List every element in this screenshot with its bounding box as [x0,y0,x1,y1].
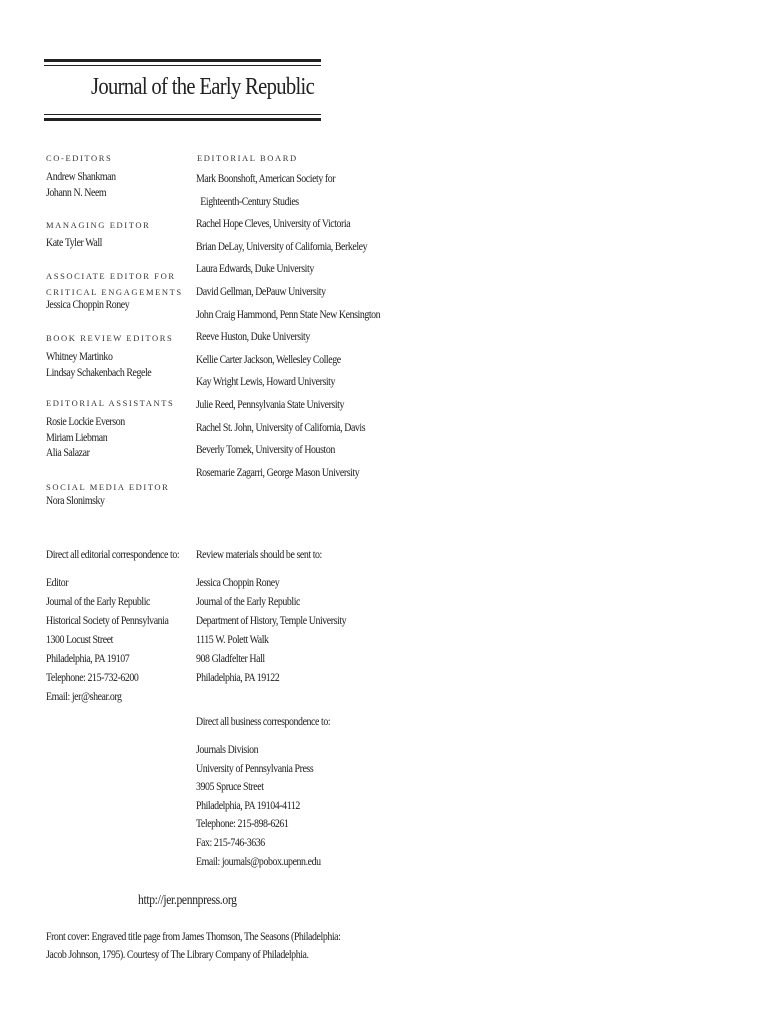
social-media-editor-names [46,494,105,510]
board-member: John Craig Hammond, Penn State New Kensington [196,308,381,321]
review-materials-address [196,574,346,688]
address-line: 1115 W. Polett Walk [196,634,269,646]
address-line: Journals Division [196,744,259,756]
board-member: Rachel St. John, University of California, Davis [196,421,366,434]
book-review-editors-label: BOOK REVIEW EDITORS [46,333,174,343]
bottom-rule-thick [44,118,321,121]
business-correspondence-heading: Direct all business correspondence to: [196,716,331,728]
board-member: Rosemarie Zagarri, George Mason University [196,466,360,479]
address-line: Email: journals@pobox.upenn.edu [196,855,321,868]
editorial-assistants-names [46,415,125,462]
co-editors-names [46,170,116,201]
board-member: Reeve Huston, Duke University [196,331,310,344]
cover-credit-line-2: Jacob Johnson, 1795). Courtesy of The Library Company of Philadelphia. [46,949,309,961]
co-editors-label: CO-EDITORS [46,153,113,163]
name-line: Alia Salazar [46,447,90,459]
name-line: Kate Tyler Wall [46,237,102,249]
address-line: Email: jer@shear.org [46,691,122,703]
top-rule-thin [44,65,321,66]
editorial-board-list [196,168,380,484]
address-line: Philadelphia, PA 19104-4112 [196,799,300,812]
book-review-editors-names [46,350,151,381]
board-member: Julie Reed, Pennsylvania State University [196,398,345,411]
address-line: 3905 Spruce Street [196,781,264,794]
managing-editor-label: MANAGING EDITOR [46,220,151,230]
address-line: Journal of the Early Republic [196,596,300,608]
managing-editor-names [46,236,102,252]
name-line: Johann N. Neem [46,186,107,199]
name-line: Jessica Choppin Roney [46,299,130,311]
address-line: University of Pennsylvania Press [196,762,314,775]
board-member: Laura Edwards, Duke University [196,263,314,276]
address-line: Journal of the Early Republic [46,596,150,608]
name-line: Miriam Liebman [46,431,108,444]
address-line: 908 Gladfelter Hall [196,653,265,665]
address-line: Historical Society of Pennsylvania [46,615,169,627]
address-line: Editor [46,577,69,589]
address-line: Telephone: 215-898-6261 [196,818,289,831]
editorial-correspondence-address [46,574,168,707]
address-line: Telephone: 215-732-6200 [46,672,139,684]
name-line: Nora Slonimsky [46,495,105,507]
address-line: 1300 Locust Street [46,634,113,646]
address-line: Philadelphia, PA 19107 [46,653,130,665]
name-line: Andrew Shankman [46,171,116,183]
editorial-correspondence-heading: Direct all editorial correspondence to: [46,549,180,561]
board-member: Mark Boonshoft, American Society for [196,173,336,185]
top-rule-thick [44,59,321,62]
bottom-rule-thin [44,114,321,115]
name-line: Lindsay Schakenbach Regele [46,366,152,379]
journal-title: Journal of the Early Republic [91,74,315,100]
business-correspondence-address [196,741,321,871]
address-line: Jessica Choppin Roney [196,577,280,589]
address-line: Fax: 215-746-3636 [196,836,265,849]
social-media-editor-label: SOCIAL MEDIA EDITOR [46,482,170,492]
website-link[interactable]: http://jer.pennpress.org [138,892,237,907]
name-line: Rosie Lockie Everson [46,416,125,428]
name-line: Whitney Martinko [46,351,113,363]
board-member: David Gellman, DePauw University [196,285,326,298]
board-member: Brian DeLay, University of California, Berkeley [196,240,368,253]
review-materials-heading: Review materials should be sent to: [196,549,322,561]
board-member: Beverly Tomek, University of Houston [196,444,335,457]
associate-editor-label-2: CRITICAL ENGAGEMENTS [46,287,183,297]
board-member: Kay Wright Lewis, Howard University [196,376,336,389]
board-member: Rachel Hope Cleves, University of Victoria [196,218,351,231]
cover-credit-line-1: Front cover: Engraved title page from James Thomson, The Seasons (Philadelphia: [46,931,341,943]
editorial-assistants-label: EDITORIAL ASSISTANTS [46,398,175,408]
address-line: Philadelphia, PA 19122 [196,672,280,684]
board-member: Eighteenth-Century Studies [200,195,299,208]
address-line: Department of History, Temple University [196,615,347,627]
board-member: Kellie Carter Jackson, Wellesley College [196,353,341,366]
editorial-board-label: EDITORIAL BOARD [197,153,298,163]
associate-editor-names [46,298,129,314]
associate-editor-label-1: ASSOCIATE EDITOR FOR [46,271,176,281]
